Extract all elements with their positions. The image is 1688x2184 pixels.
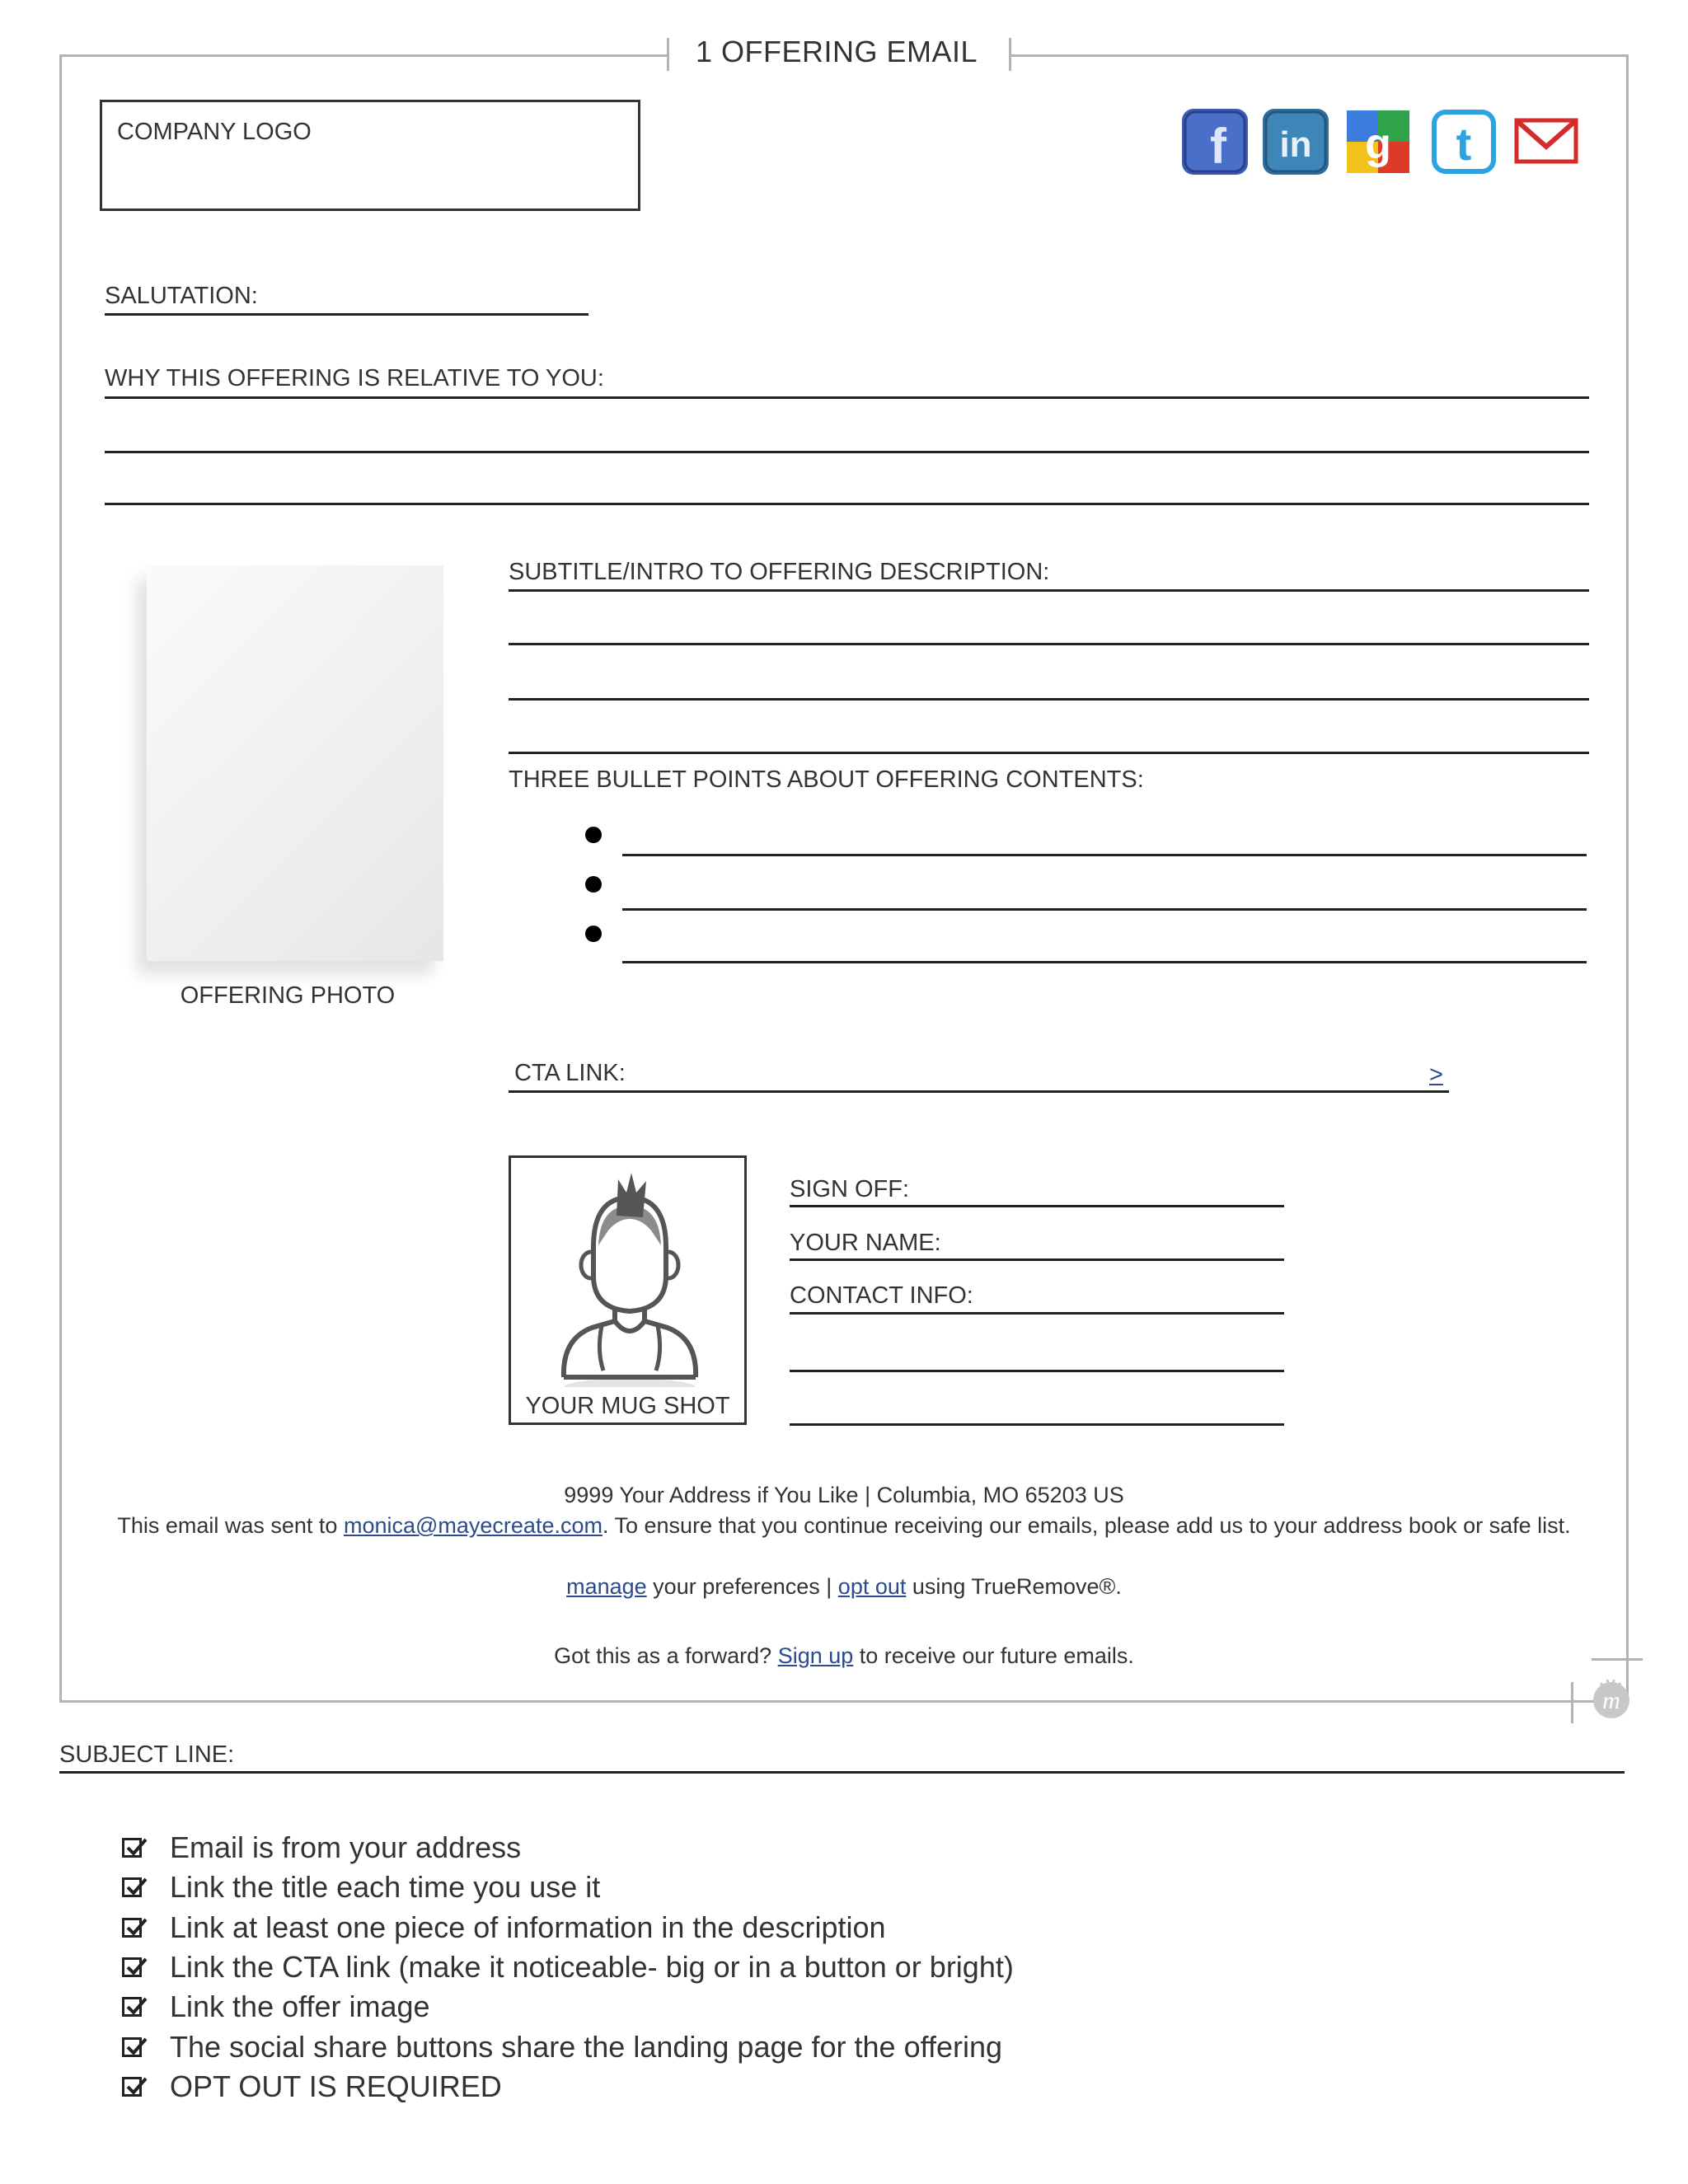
company-logo-label: COMPANY LOGO (117, 119, 312, 145)
google-icon[interactable] (1345, 109, 1411, 175)
your-name-line[interactable] (790, 1258, 1284, 1261)
frame-top-border-right (1010, 54, 1629, 57)
manage-link[interactable]: manage (566, 1574, 647, 1599)
checkbox-checked-icon[interactable] (122, 1838, 142, 1858)
sign-off-label: SIGN OFF: (790, 1176, 909, 1202)
sign-off-line[interactable] (790, 1205, 1284, 1207)
svg-text:m: m (1602, 1687, 1620, 1714)
bullet-line-2[interactable] (622, 908, 1587, 911)
manage-suffix-text: using TrueRemove®. (906, 1574, 1122, 1599)
checkbox-checked-icon[interactable] (122, 1918, 142, 1938)
sign-up-link[interactable]: Sign up (777, 1643, 854, 1668)
checklist (122, 1828, 1014, 2107)
mug-shot-placeholder[interactable] (509, 1155, 747, 1425)
checklist-item (122, 2027, 1014, 2066)
why-relative-label: WHY THIS OFFERING IS RELATIVE TO YOU: (105, 365, 604, 391)
frame-tick-right (1009, 38, 1011, 71)
svg-text:g: g (1365, 120, 1391, 168)
svg-text:in: in (1279, 124, 1312, 165)
frame-tick-left (667, 38, 669, 71)
frame-top-border-left (59, 54, 668, 57)
forward-prefix-text: Got this as a forward? (554, 1643, 778, 1668)
subtitle-label: SUBTITLE/INTRO TO OFFERING DESCRIPTION: (509, 559, 1050, 585)
facebook-icon[interactable] (1182, 109, 1248, 175)
sent-email-link[interactable]: monica@mayecreate.com (343, 1513, 603, 1538)
checklist-item-text: Link at least one piece of information in the description (170, 1910, 886, 1944)
offering-photo-caption: OFFERING PHOTO (180, 982, 396, 1009)
company-logo-placeholder[interactable] (100, 100, 640, 211)
why-relative-line-1[interactable] (105, 396, 1589, 399)
checklist-item (122, 1947, 1014, 1987)
offering-photo-placeholder[interactable] (147, 565, 443, 961)
page-title: 1 OFFERING EMAIL (695, 35, 978, 68)
contact-info-line-1[interactable] (790, 1312, 1284, 1315)
footer-sent-to (59, 1513, 1629, 1539)
salutation-label: SALUTATION: (105, 283, 258, 309)
why-relative-line-3[interactable] (105, 503, 1589, 505)
cta-line[interactable] (509, 1090, 1449, 1093)
checklist-item-text: Link the CTA link (make it noticeable- big or in a button or bright) (170, 1950, 1014, 1985)
contact-info-label: CONTACT INFO: (790, 1282, 973, 1309)
brand-mark-icon (1589, 1676, 1634, 1721)
footer-forward (59, 1643, 1629, 1669)
salutation-line[interactable] (105, 313, 588, 316)
subtitle-line-2[interactable] (509, 643, 1589, 645)
checkbox-checked-icon[interactable] (122, 1877, 142, 1897)
checklist-item-text: Email is from your address (170, 1830, 522, 1865)
subject-line-input[interactable] (59, 1771, 1625, 1774)
bullets-heading: THREE BULLET POINTS ABOUT OFFERING CONTENTS: (509, 766, 1144, 793)
checklist-item (122, 2067, 1014, 2107)
why-relative-line-2[interactable] (105, 451, 1589, 453)
checkbox-checked-icon[interactable] (122, 1957, 142, 1977)
subtitle-line-4[interactable] (509, 752, 1589, 754)
subtitle-line-1[interactable] (509, 589, 1589, 592)
cta-arrow-link[interactable]: > (1429, 1062, 1443, 1088)
checklist-item-text: OPT OUT IS REQUIRED (170, 2069, 502, 2103)
checkbox-checked-icon[interactable] (122, 1997, 142, 2017)
footer-preferences (59, 1574, 1629, 1600)
footer-address: 9999 Your Address if You Like | Columbia, MO 65203 US (564, 1483, 1124, 1507)
bullet-dot-1 (585, 827, 602, 843)
bullet-line-1[interactable] (622, 854, 1587, 856)
manage-mid-text: your preferences | (646, 1574, 838, 1599)
frame-corner-tick-vertical (1571, 1682, 1573, 1723)
checklist-item-text: The social share buttons share the landing page for the offering (170, 2029, 1003, 2064)
checklist-item (122, 1868, 1014, 1907)
checklist-item (122, 1828, 1014, 1868)
checkbox-checked-icon[interactable] (122, 2077, 142, 2097)
checklist-item (122, 1987, 1014, 2027)
checkbox-checked-icon[interactable] (122, 2037, 142, 2057)
contact-info-line-3[interactable] (790, 1423, 1284, 1426)
checklist-item-text: Link the offer image (170, 1990, 430, 2024)
opt-out-link[interactable]: opt out (837, 1574, 907, 1599)
subject-line-label: SUBJECT LINE: (59, 1741, 235, 1768)
bullet-line-3[interactable] (622, 961, 1587, 963)
twitter-icon[interactable] (1431, 109, 1497, 175)
checklist-item-text: Link the title each time you use it (170, 1870, 601, 1905)
cta-label: CTA LINK: (514, 1060, 626, 1086)
contact-info-line-2[interactable] (790, 1370, 1284, 1372)
subtitle-line-3[interactable] (509, 698, 1589, 701)
bullet-dot-2 (585, 876, 602, 893)
mug-shot-caption: YOUR MUG SHOT (511, 1393, 744, 1420)
person-avatar-icon (511, 1165, 744, 1387)
bullet-dot-3 (585, 926, 602, 942)
sent-suffix-text: . To ensure that you continue receiving our emails, please add us to your address book or safe list. (602, 1513, 1571, 1538)
forward-suffix-text: to receive our future emails. (853, 1643, 1134, 1668)
svg-text:f: f (1210, 119, 1226, 174)
sent-prefix-text: This email was sent to (117, 1513, 344, 1538)
email-icon[interactable] (1513, 109, 1579, 175)
svg-text:t: t (1456, 118, 1472, 170)
linkedin-icon[interactable] (1263, 109, 1329, 175)
checklist-item (122, 1908, 1014, 1947)
your-name-label: YOUR NAME: (790, 1230, 941, 1256)
